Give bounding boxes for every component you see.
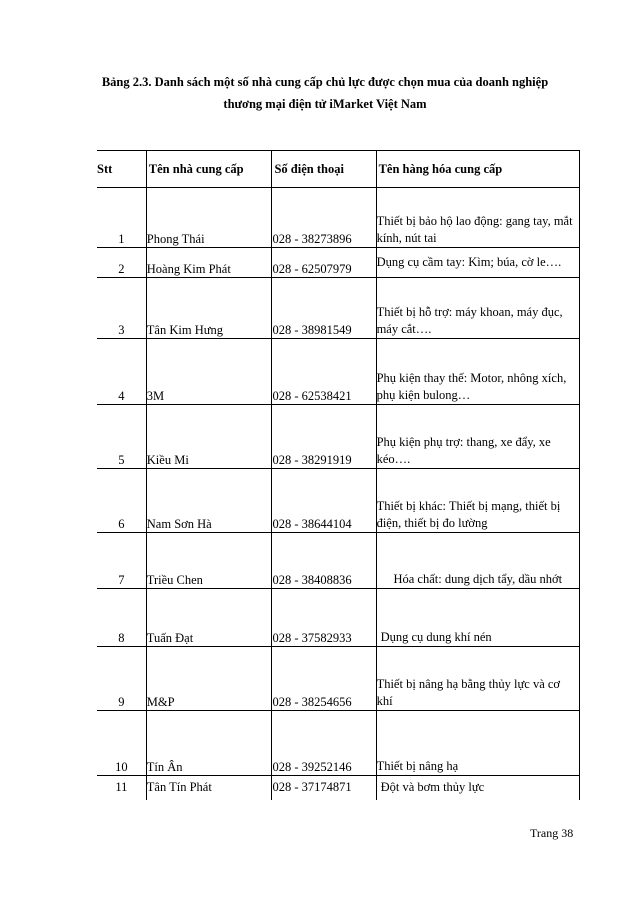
table-header-row	[97, 151, 580, 188]
row-goods: Đột và bơm thủy lực	[376, 776, 579, 800]
table-caption-line-1: Bảng 2.3. Danh sách một số nhà cung cấp chủ lực được chọn mua của doanh nghiệp	[101, 75, 549, 89]
row-supplier-name: 3M	[146, 339, 272, 405]
table-row	[97, 339, 580, 405]
row-stt: 10	[97, 711, 146, 776]
row-goods: Phụ kiện thay thế: Motor, nhông xích, phụ kiện bulong…	[376, 339, 579, 405]
row-supplier-name: Tuấn Đạt	[146, 589, 272, 647]
row-supplier-name: M&P	[146, 647, 272, 711]
row-goods: Phụ kiện phụ trợ: thang, xe đẩy, xe kéo….	[376, 405, 579, 469]
row-phone: 028 - 39252146	[272, 711, 376, 776]
table-row	[97, 188, 580, 248]
row-supplier-name: Tân Tín Phát	[146, 776, 272, 800]
row-supplier-name: Triều Chen	[146, 533, 272, 589]
row-supplier-name: Kiều Mi	[146, 405, 272, 469]
row-phone: 028 - 38254656	[272, 647, 376, 711]
row-stt: 11	[115, 780, 128, 795]
row-phone: 028 - 38408836	[272, 533, 376, 589]
row-phone: 028 - 38291919	[272, 405, 376, 469]
row-phone: 028 - 37174871	[272, 776, 376, 800]
table-row	[97, 469, 580, 533]
row-phone: 028 - 38981549	[272, 278, 376, 339]
row-phone: 028 - 37582933	[272, 589, 376, 647]
row-goods: Thiết bị nâng hạ	[376, 711, 579, 776]
row-phone: 028 - 38273896	[272, 188, 376, 248]
table-row	[97, 711, 580, 776]
header-supplier-name: Tên nhà cung cấp	[146, 151, 272, 188]
row-goods: Thiết bị nâng hạ bằng thủy lực và cơ khí	[376, 647, 579, 711]
row-stt: 6	[97, 469, 146, 533]
page-number: Trang 38	[530, 826, 574, 840]
header-goods: Tên hàng hóa cung cấp	[376, 151, 579, 188]
row-goods: Dụng cụ cầm tay: Kìm; búa, cờ le….	[376, 248, 579, 278]
table-row	[97, 405, 580, 469]
row-phone: 028 - 62507979	[272, 248, 376, 278]
table-row	[97, 589, 580, 647]
row-stt: 9	[97, 647, 146, 711]
row-stt: 7	[97, 533, 146, 589]
row-stt: 2	[97, 248, 146, 278]
row-stt: 3	[97, 278, 146, 339]
row-goods: Dụng cụ dung khí nén	[376, 589, 579, 647]
row-goods: Thiết bị bảo hộ lao động: gang tay, mắt kính, nút tai	[376, 188, 579, 248]
row-stt: 1	[97, 188, 146, 248]
supplier-table	[97, 150, 580, 800]
table-row	[97, 647, 580, 711]
row-phone: 028 - 62538421	[272, 339, 376, 405]
row-supplier-name: Hoàng Kim Phát	[146, 248, 272, 278]
header-stt: Stt	[97, 151, 146, 188]
row-stt: 8	[97, 589, 146, 647]
row-goods: Thiết bị hỗ trợ: máy khoan, máy đục, máy cắt….	[376, 278, 579, 339]
row-supplier-name: Tín Ân	[146, 711, 272, 776]
row-goods: Hóa chất: dung dịch tẩy, dầu nhớt	[376, 533, 579, 589]
table-caption-line-2: thương mại điện tử iMarket Việt Nam	[223, 97, 427, 111]
header-phone: Số điện thoại	[272, 151, 376, 188]
row-phone: 028 - 38644104	[272, 469, 376, 533]
table-row	[97, 776, 580, 800]
row-supplier-name: Phong Thái	[146, 188, 272, 248]
row-goods: Thiết bị khác: Thiết bị mạng, thiết bị điện, thiết bị đo lường	[376, 469, 579, 533]
row-stt: 5	[97, 405, 146, 469]
row-stt: 4	[97, 339, 146, 405]
table-row	[97, 248, 580, 278]
row-supplier-name: Nam Sơn Hà	[146, 469, 272, 533]
table-row	[97, 533, 580, 589]
table-row	[97, 278, 580, 339]
row-supplier-name: Tân Kim Hưng	[146, 278, 272, 339]
